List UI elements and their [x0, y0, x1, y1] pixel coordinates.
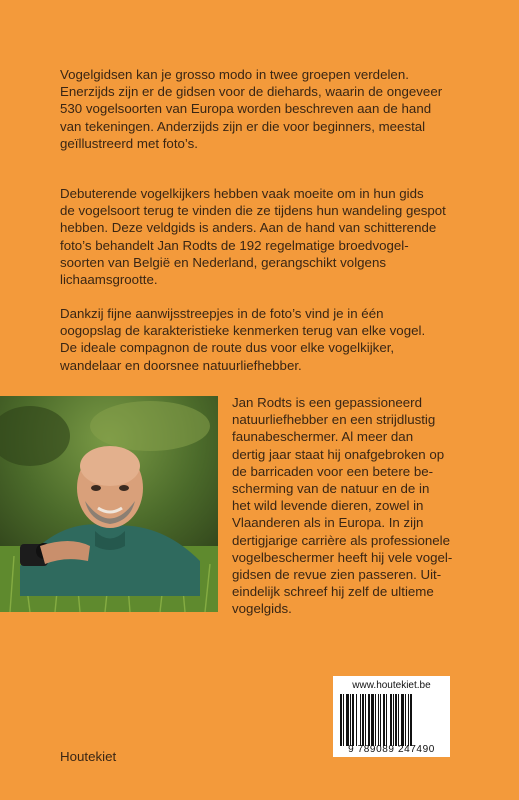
text-line: geïllustreerd met foto’s.: [60, 135, 198, 151]
text-line: lichaamsgrootte.: [60, 272, 158, 288]
text-line: Enerzijds zijn er de gidsen voor de diehards, waarin de ongeveer: [60, 84, 443, 100]
publisher-url: www.houtekiet.be: [352, 680, 431, 691]
text-line: dertigjarige carrière als professionele: [232, 532, 451, 548]
text-line: natuurliefhebber en een strijdlustig: [232, 412, 436, 428]
text-line: oogopslag de karakteristieke kenmerken terug van elke vogel.: [60, 323, 426, 339]
text-line: wandelaar en doorsnee natuurliefhebber.: [60, 357, 302, 373]
text-line: soorten van België en Nederland, gerangschikt volgens: [60, 254, 386, 270]
text-line: De ideale compagnon de route dus voor elke vogelkijker,: [60, 340, 395, 356]
text-line: dertig jaar staat hij onafgebroken op: [232, 446, 445, 462]
isbn-number: 9 789089 247490: [348, 744, 435, 755]
text-line: 530 vogelsoorten van Europa worden beschreven aan de hand: [60, 101, 432, 117]
text-line: de vogelsoort terug te vinden die ze tijdens hun wandeling gespot: [60, 203, 446, 219]
text-line: Vlaanderen als in Europa. In zijn: [232, 515, 424, 531]
text-line: hebben. Deze veldgids is anders. Aan de hand van schitterende: [60, 220, 437, 236]
text-line: van tekeningen. Anderzijds zijn er die voor beginners, meestal: [60, 118, 426, 134]
author-photo: [0, 396, 218, 612]
author-photo-illustration: [0, 396, 218, 612]
text-line: foto’s behandelt Jan Rodts de 192 regelmatige broedvogel-: [60, 237, 409, 253]
author-bio: [232, 394, 492, 618]
text-line: vogelbeschermer heeft hij vele vogel-: [232, 549, 453, 565]
barcode-icon: [339, 694, 444, 746]
intro-paragraph-3: [60, 305, 470, 374]
text-line: de barricaden voor een betere be-: [232, 463, 434, 479]
text-line: eindelijk schreef hij zelf de ultieme: [232, 584, 434, 600]
publisher-name: Houtekiet: [60, 749, 117, 764]
text-line: faunabeschermer. Al meer dan: [232, 429, 414, 445]
text-line: gidsen de revue zien passeren. Uit-: [232, 567, 442, 583]
intro-paragraph-2: [60, 185, 470, 288]
text-line: Debuterende vogelkijkers hebben vaak moeite om in hun gids: [60, 186, 424, 201]
text-line: Dankzij fijne aanwijsstreepjes in de foto’s vind je in één: [60, 306, 384, 321]
barcode-panel: [333, 676, 450, 757]
text-line: scherming van de natuur en de in: [232, 481, 430, 497]
text-line: Jan Rodts is een gepassioneerd: [232, 395, 422, 410]
text-line: vogelgids.: [232, 601, 292, 617]
intro-paragraph-1: [60, 66, 470, 152]
text-line: het wild levende dieren, zowel in: [232, 498, 424, 514]
text-line: Vogelgidsen kan je grosso modo in twee groepen verdelen.: [60, 67, 409, 82]
